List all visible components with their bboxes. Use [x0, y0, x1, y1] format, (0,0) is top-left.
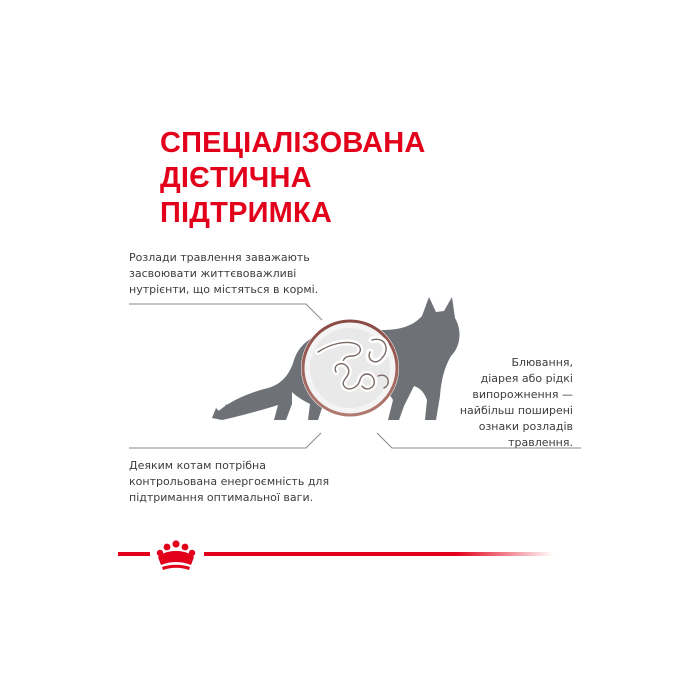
callout-line: Розлади травлення заважають [129, 251, 310, 264]
headline-line-1: СПЕЦІАЛІЗОВАНА ДІЄТИЧНА [160, 127, 426, 194]
callout-line: контрольована енергоємність для [129, 475, 330, 488]
callout-digestive-symptoms [435, 355, 573, 451]
callout-connector-bottom-left [129, 433, 321, 448]
crown-icon [157, 540, 195, 570]
callout-line: засвоювати життєвоважливі [129, 267, 297, 280]
callout-line: Деяким котам потрібна [129, 459, 266, 472]
callout-line: діарея або рідкі [480, 372, 573, 385]
callout-line: травлення. [508, 436, 573, 449]
callout-connector-top-left [129, 304, 322, 320]
callout-line: ознаки розладів [478, 420, 573, 433]
callout-line: нутрієнти, що містяться в кормі. [129, 283, 319, 296]
callout-energy-control [129, 458, 339, 506]
callout-line: Блювання, [511, 356, 573, 369]
callout-line: найбільш поширені [459, 404, 573, 417]
callout-line: випорожнення — [472, 388, 573, 401]
headline-line-2: ПІДТРИМКА [160, 197, 333, 229]
callout-digestion-absorption [129, 250, 329, 298]
callout-line: підтримання оптимальної ваги. [129, 491, 314, 504]
